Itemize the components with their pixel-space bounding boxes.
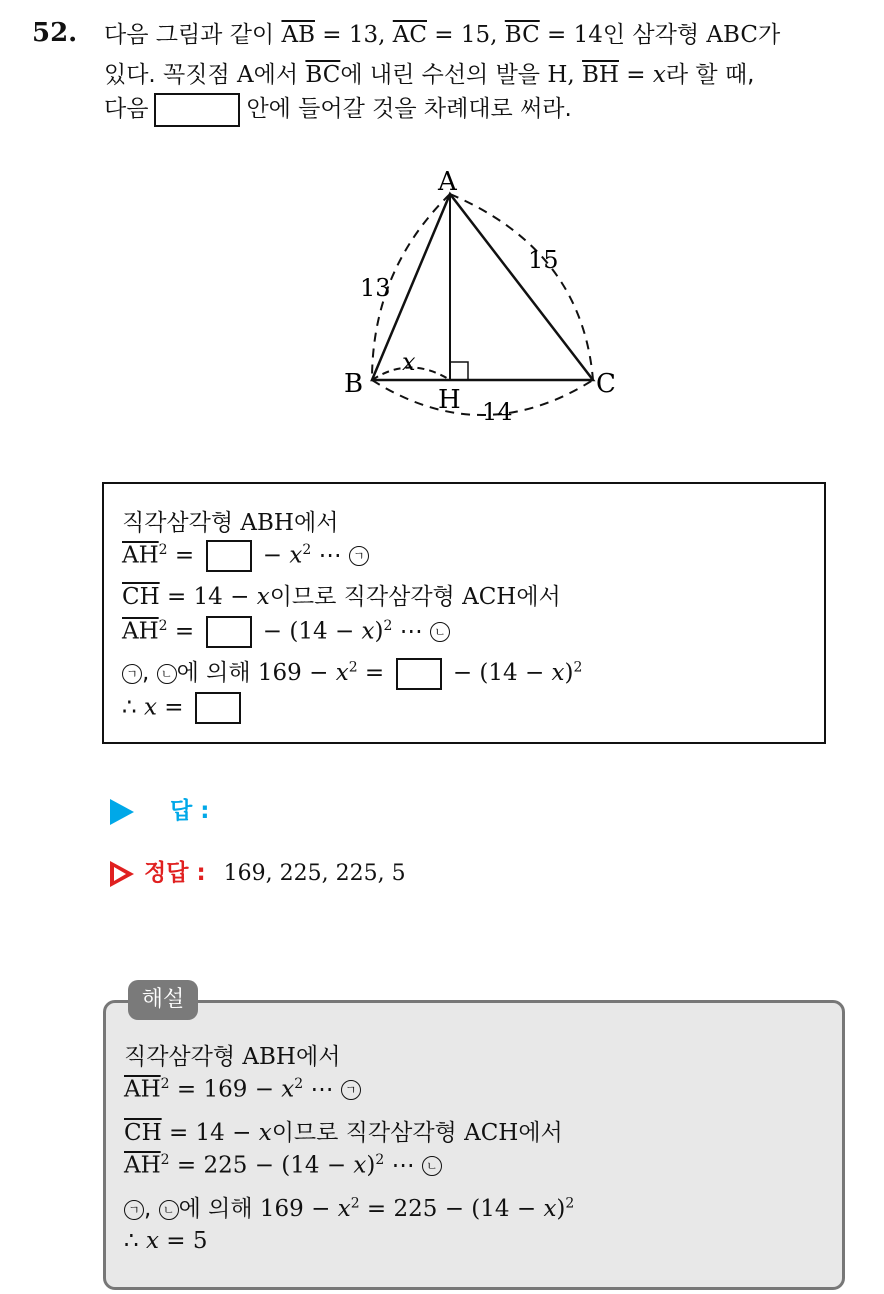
solution-text: 이므로 직각삼각형 [271, 1120, 465, 1146]
segment-bc: $\overline{BC}$ [305, 62, 341, 88]
segment-ch: $\overline{CH}$ [124, 1120, 162, 1146]
blank-box [396, 658, 442, 690]
circled-mark: ㄴ [422, 1156, 442, 1176]
box-text: = [167, 618, 202, 645]
circled-mark: ㄴ [157, 664, 177, 684]
box-text: 직각삼각형 [122, 510, 241, 536]
exponent: 2 [565, 1195, 575, 1212]
solution-tab: 해설 [128, 980, 198, 1020]
box-text: ⋯ [392, 618, 423, 645]
question-text: 인 삼각형 [602, 22, 707, 48]
solution-text: 에 의해 [178, 1196, 260, 1222]
box-text: ACH [462, 584, 517, 610]
side-label-ac: 15 [528, 246, 559, 274]
box-line-4 [122, 616, 450, 648]
solution-text: 직각삼각형 [124, 1044, 243, 1070]
segment-ah: $\overline{AH}$ [122, 542, 159, 569]
solution-text: ⋯ [303, 1076, 334, 1103]
vertex-label-c: C [596, 369, 616, 399]
side-label-ab: 13 [360, 274, 391, 302]
solution-text: ) [556, 1196, 566, 1222]
solution-line-5 [124, 1190, 574, 1223]
question-text: = 15, [427, 22, 505, 48]
box-text: = 14 − [159, 584, 257, 610]
question-line-1 [104, 16, 780, 49]
answer-row [110, 792, 209, 825]
variable-x: x [337, 1196, 351, 1222]
circled-mark: ㄱ [349, 546, 369, 566]
solution-text: ABH [242, 1044, 296, 1070]
circled-mark: ㄱ [124, 1200, 144, 1220]
blank-box [206, 540, 252, 572]
variable-x: x [652, 62, 666, 88]
circled-mark: ㄱ [341, 1080, 361, 1100]
circled-mark: ㄴ [430, 622, 450, 642]
exponent: 2 [350, 1195, 360, 1212]
therefore-symbol: ∴ [122, 694, 144, 721]
variable-x: x [551, 660, 565, 686]
segment-bh: $\overline{BH}$ [582, 62, 619, 88]
variable-x: x [543, 1196, 557, 1222]
segment-ah: $\overline{AH}$ [124, 1076, 161, 1103]
question-text: 에 내린 수선의 발을 [340, 62, 548, 88]
solution-text: = 225 − (14 − [169, 1152, 354, 1179]
box-text: , [142, 660, 157, 686]
variable-x: x [361, 618, 375, 645]
solution-line-4 [124, 1152, 442, 1179]
question-text: 에서 [253, 62, 306, 88]
exponent: 2 [573, 659, 583, 676]
blank-box [154, 93, 240, 127]
solution-text: = 5 [158, 1228, 208, 1254]
box-text: − (14 − [445, 660, 552, 686]
solution-line-1 [124, 1038, 340, 1071]
play-arrow-icon [110, 799, 134, 825]
variable-x: x [258, 1120, 272, 1146]
solution-text: 169 − [259, 1196, 338, 1222]
exponent: 2 [375, 1152, 385, 1168]
question-text: A [237, 62, 254, 88]
segment-ah: $\overline{AH}$ [124, 1152, 161, 1179]
solution-text: 에서 [295, 1044, 341, 1070]
variable-x: x [335, 660, 349, 686]
segment-ac: $\overline{AC}$ [392, 22, 427, 48]
variable-x: x [145, 1228, 159, 1254]
question-text: 가 [757, 22, 781, 48]
box-line-3 [122, 578, 561, 611]
question-text: 다음 [104, 96, 149, 122]
solution-text: , [144, 1196, 159, 1222]
segment-ah: $\overline{AH}$ [122, 618, 159, 645]
question-text: 있다. 꼭짓점 [104, 62, 238, 88]
blank-box [195, 692, 241, 724]
question-line-3 [104, 90, 572, 127]
triangle-figure [330, 160, 630, 440]
exponent: 2 [158, 541, 168, 558]
vertex-label-a: A [438, 167, 457, 197]
exponent: 2 [294, 1076, 304, 1092]
box-text: 에서 [293, 510, 339, 536]
exponent: 2 [348, 659, 358, 676]
solution-text: ACH [464, 1120, 519, 1146]
question-text: = [619, 62, 653, 88]
box-text: ABH [240, 510, 294, 536]
segment-ch: $\overline{CH}$ [122, 584, 160, 610]
correct-answer-value: 169, 225, 225, 5 [223, 861, 406, 886]
circled-mark: ㄴ [159, 1200, 179, 1220]
box-line-1 [122, 504, 338, 537]
solution-line-2 [124, 1076, 361, 1103]
question-text: 안에 들어갈 것을 차례대로 써라. [246, 96, 572, 122]
question-number: 52. [32, 18, 78, 48]
solution-line-3 [124, 1114, 563, 1147]
box-text: − (14 − [255, 618, 362, 645]
question-text: = 14 [539, 22, 603, 48]
blank-box [206, 616, 252, 648]
side-label-bh: x [402, 348, 416, 376]
variable-x: x [256, 584, 270, 610]
question-line-2 [104, 56, 754, 89]
box-line-2 [122, 540, 369, 572]
therefore-symbol: ∴ [124, 1228, 146, 1254]
exponent: 2 [383, 617, 393, 634]
box-text: ) [374, 618, 384, 645]
variable-x: x [289, 542, 303, 569]
exponent: 2 [302, 541, 312, 558]
box-text: = [357, 660, 392, 686]
box-text: 에 의해 [176, 660, 258, 686]
exponent: 2 [158, 617, 168, 634]
vertex-label-b: B [344, 369, 364, 399]
correct-answer-label: 정답 : [144, 860, 206, 886]
segment-ab: $\overline{AB}$ [281, 22, 315, 48]
box-text: = [167, 542, 202, 569]
box-line-5 [122, 654, 582, 690]
outline-arrow-icon [110, 861, 134, 887]
box-text: − [255, 542, 290, 569]
question-text: 다음 그림과 같이 [104, 22, 282, 48]
solution-text: ) [366, 1152, 376, 1179]
side-label-bc: 14 [482, 398, 513, 426]
correct-answer-row [110, 854, 406, 887]
question-text: H, [547, 62, 583, 88]
solution-text: ⋯ [384, 1152, 415, 1179]
question-text: ABC [706, 22, 758, 48]
circled-mark: ㄱ [122, 664, 142, 684]
exponent: 2 [160, 1152, 170, 1168]
exponent: 2 [160, 1076, 170, 1092]
solution-line-6 [124, 1228, 207, 1254]
box-text: ) [564, 660, 574, 686]
box-text: 이므로 직각삼각형 [269, 584, 463, 610]
box-line-6 [122, 692, 245, 724]
foot-label-h: H [438, 385, 461, 415]
variable-x: x [143, 694, 157, 721]
answer-label: 답 : [170, 798, 210, 824]
question-text: = 13, [314, 22, 393, 48]
box-text: 169 − [257, 660, 336, 686]
question-text: 라 할 때, [665, 62, 755, 88]
solution-text: = 225 − (14 − [359, 1196, 544, 1222]
box-text: ⋯ [311, 542, 342, 569]
variable-x: x [281, 1076, 295, 1103]
box-text: = [156, 694, 191, 721]
segment-bc: $\overline{BC}$ [504, 22, 540, 48]
box-text: 에서 [516, 584, 561, 610]
right-angle-mark [450, 362, 468, 380]
solution-text: 에서 [518, 1120, 563, 1146]
variable-x: x [353, 1152, 367, 1179]
solution-text: = 14 − [161, 1120, 259, 1146]
solution-text: = 169 − [169, 1076, 282, 1103]
